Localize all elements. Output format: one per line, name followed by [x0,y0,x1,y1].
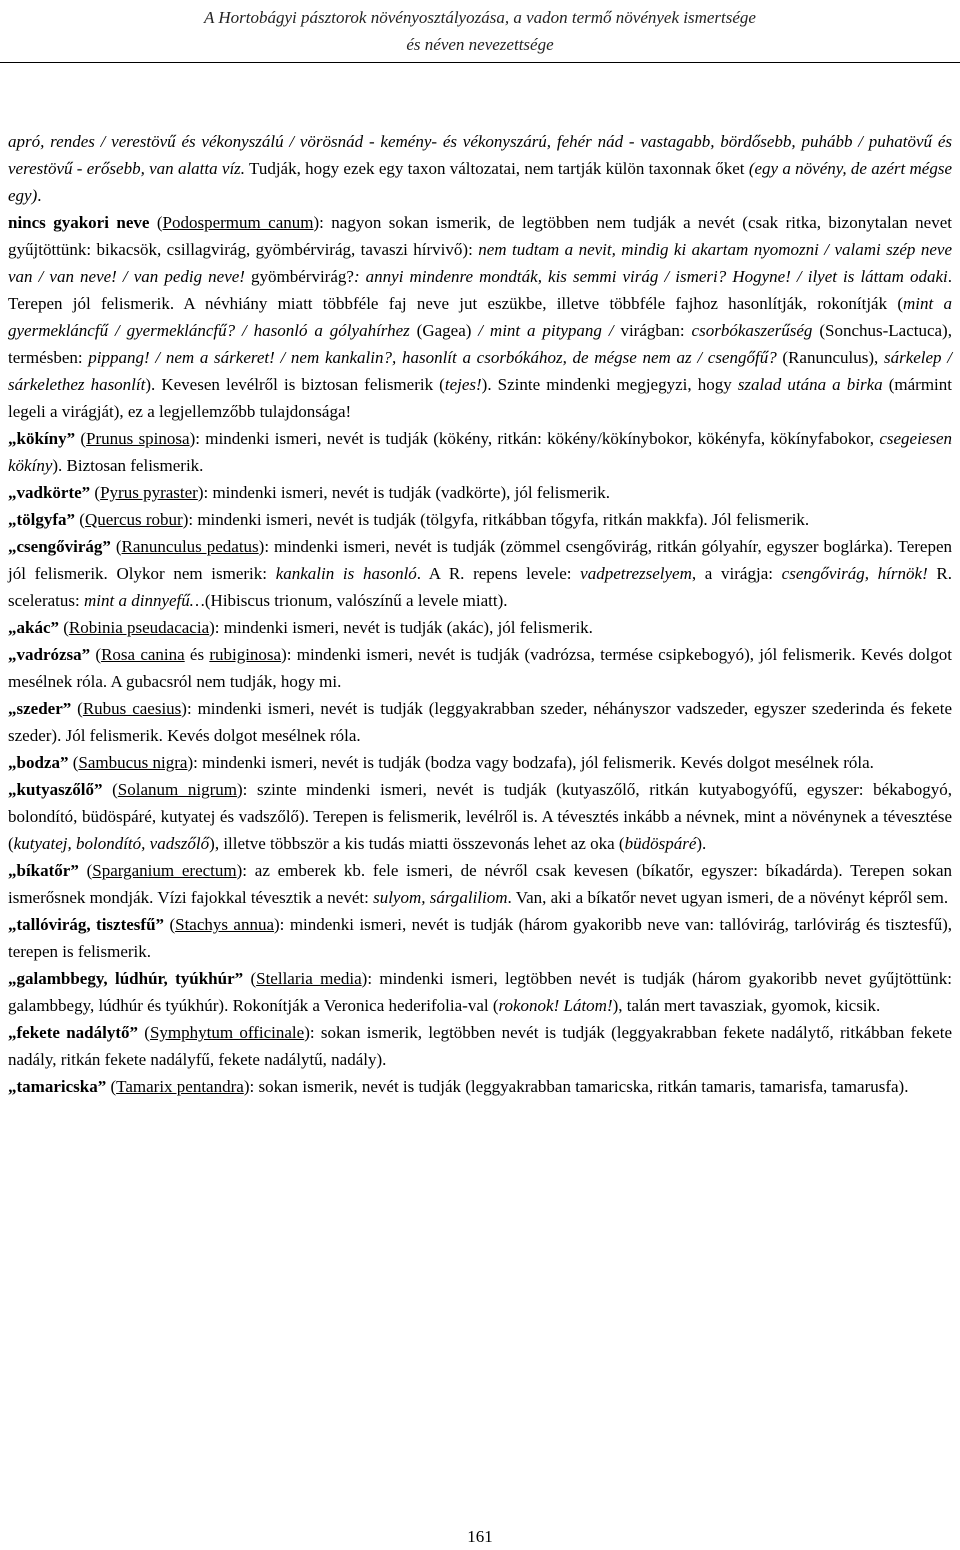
latin-name: Symphytum officinale [149,1023,305,1042]
entry-name: nincs gyakori neve [8,213,150,232]
intro-text-4: . [37,186,42,205]
latin-name: Pyrus pyraster [100,483,198,502]
entry-text: ): mindenki ismeri, nevét is tudják (kökény, ritkán: kökény/kökínybokor, kökényfa, kökínyfabokor, [189,429,880,448]
entry-symphytum [8,1019,952,1073]
entry-text: ( [59,618,69,637]
entry-text: ), talán mert tavasziak, gyomok, kicsik. [612,996,881,1015]
entry-quote: : annyi mindenre mondták, kis semmi virág / ismeri? Hogyne! / ilyet is láttam odaki [353,267,948,286]
entry-name: „vadrózsa” [8,645,91,664]
entry-text: ( [78,861,93,880]
entry-name: „tamaricska” [8,1077,107,1096]
latin-name: Stachys annua [175,915,275,934]
entry-quote: vadpetrezselyem [580,564,692,583]
entry-text: virágban: [613,321,692,340]
intro-text-1: apró, rendes / verestövű és vékonyszálú / vörösnád - kemény- és vékonyszárú, fehér nád - vastagabb, bördősebb, puhább / puhatövű és verestövű - erősebb, van alatta víz. [8,132,952,178]
entry-quote: csorbókaszerűség [691,321,813,340]
running-header-line-2: és néven nevezettsége [406,35,554,54]
entry-name: „csengővirág” [8,537,111,556]
entry-name: „bíkatőr” [8,861,79,880]
entry-text: ( [102,780,118,799]
entry-text: ( [138,1023,150,1042]
entry-prunus [8,425,952,479]
entry-text: ): mindenki ismeri, nevét is tudják (akác), jól felismerik. [209,618,593,637]
latin-name: Podospermum canum [162,213,314,232]
entry-name: „galambbegy, lúdhúr, tyúkhúr” [8,969,244,988]
entry-name: „akác” [8,618,59,637]
entry-text: ( [75,429,87,448]
entry-text: ): sokan ismerik, nevét is tudják (leggyakrabban tamaricska, ritkán tamaris, tamarisfa, tamarusfa). [243,1077,909,1096]
entry-text: ). [696,834,707,853]
entry-quote: mint a dinnyefű… [84,591,205,610]
entry-text: ( [110,537,122,556]
entry-text: ): mindenki ismeri, nevét is tudják (bodza vagy bodzafa), jól felismerik. Kevés dolgot mesélnek róla. [187,753,874,772]
entry-text: ( [75,510,85,529]
entry-podospermum [8,209,952,425]
entry-text: ): mindenki ismeri, nevét is tudják (leggyakrabban szeder, néhányszor vadszeder, egyszer szederinda és fekete szeder). Jól felismerik. Kevés dolgot mesélnek róla. [8,699,952,745]
entry-sparganium [8,857,952,911]
entry-quote: csengővirág, hírnök! [781,564,928,583]
latin-name: Robinia pseudacacia [68,618,210,637]
entry-text: . Terepen jól felismerik. A névhiány miatt többféle faj neve jut eszükbe, illetve többféle fajhoz hasonlítják, rokonítják ( [8,267,952,313]
entry-text: (Ranunculus), [776,348,884,367]
entry-text: ( [71,699,83,718]
latin-name: Stellaria media [256,969,362,988]
entry-text: ( [90,645,102,664]
latin-name: rubiginosa [209,645,282,664]
entry-quote: csegeiesen kökíny [8,429,952,475]
entry-text: R. sceleratus: [8,564,953,610]
entry-stachys [8,911,952,965]
entry-text: ): szinte mindenki ismeri, nevét is tudják (kutyaszőlő, ritkán kutyabogyófű, egyszer: békabogyó, bolondító, büdöspáré, kutyatej és vadszőlő). Terepen is felismerik, levélről is. A tévesztés inkább a névnek, mint a növénynek a tévesztése ( [8,780,953,853]
entry-name: „vadkörte” [8,483,91,502]
entry-sambucus [8,749,952,776]
latin-name: Quercus robur [84,510,183,529]
entry-text: ), illetve többször a kis tudás miatti összevonás lehet az oka ( [209,834,625,853]
entry-text: (Gagea) [409,321,479,340]
entry-text: (Hibiscus trionum, valószínű a levele miatt). [204,591,508,610]
entry-name: „fekete nadálytő” [8,1023,138,1042]
latin-name: Solanum nigrum [117,780,237,799]
entry-name: „tallóvirág, tisztesfű” [8,915,165,934]
entry-quote: rokonok! Látom! [498,996,613,1015]
entry-quote: kankalin is hasonló [275,564,417,583]
entry-text: , a virágja: [691,564,782,583]
entry-tamarix [8,1073,952,1100]
entry-text: ( [149,213,163,232]
page-number: 161 [467,1527,493,1546]
intro-text-2: Tudják, hogy ezek egy taxon változatai, nem tartják külön taxonnak őket [245,159,749,178]
entry-text: ). Szinte mindenki megjegyzi, hogy [481,375,738,394]
entry-text: ): mindenki ismeri, nevét is tudják (vadrózsa, termése csipkebogyó), jól felismerik. Kevés dolgot mesélnek róla. A gubacsról nem tudják, hogy mi. [8,645,953,691]
entry-text: gyömbérvirág? [244,267,354,286]
entry-quote: nem tudtam a nevit, mindig ki akartam nyomozni / valami szép neve van / van neve! / van pedig neve! [8,240,952,286]
latin-name: Ranunculus pedatus [121,537,259,556]
entry-quote: szalad utána a birka [737,375,883,394]
latin-name: Rubus caesius [82,699,182,718]
entry-text: (mármint legeli a virágját), ez a legjellemzőbb tulajdonsága! [8,375,953,421]
intro-text-3: (egy a növény, de azért mégse egy) [8,159,952,205]
entry-text: ). Biztosan felismerik. [52,456,204,475]
entry-name: „kökíny” [8,429,76,448]
entry-text: ): mindenki ismeri, nevét is tudják (három gyakoribb neve van: tallóvirág, tarlóvirág és tisztesfű), terepen is felismerik. [8,915,952,961]
entry-quote: tejes! [444,375,482,394]
entry-text: és [184,645,210,664]
entry-name: „bodza” [8,753,69,772]
entry-text: ( [68,753,79,772]
entry-rosa [8,641,952,695]
entry-text: ( [243,969,257,988]
entry-text: . Van, aki a bíkatőr nevet ugyan ismeri, de a növényt képről sem. [507,888,949,907]
entry-name: „kutyaszőlő” [8,780,103,799]
latin-name: Prunus spinosa [86,429,190,448]
latin-name: Rosa canina [101,645,185,664]
entry-text: ): nagyon sokan ismerik, de legtöbben nem tudják a nevét (csak ritka, bizonytalan nevet gyűjtöttünk: bikacsök, csillagvirág, gyömbérvirág, tavaszi hírvivő): [8,213,952,259]
entry-robinia [8,614,952,641]
running-header-line-1: A Hortobágyi pásztorok növényosztályozása, a vadon termő növények ismertsége [204,8,756,27]
document-body [8,128,952,1100]
header-divider [0,62,960,63]
entry-name: „szeder” [8,699,72,718]
entry-stellaria [8,965,952,1019]
entry-text: ): az emberek kb. fele ismeri, de névről csak kevesen (bíkatőr, egyszer: bíkadárda). Terepen sokan ismerősnek mondják. Vízi fajokkal tévesztik a nevét: [8,861,953,907]
paragraph-intro [8,128,952,209]
entry-text: ): mindenki ismeri, legtöbben nevét is tudják (három gyakoribb nevet gyűjtöttünk: galambbegy, lúdhúr és tyúkhúr). Rokonítják a Veronica hederifolia-val ( [8,969,952,1015]
entry-rubus [8,695,952,749]
entry-name: „tölgyfa” [8,510,76,529]
entry-text: ): mindenki ismeri, nevét is tudják (tölgyfa, ritkábban tőgyfa, ritkán makkfa). Jól felismerik. [182,510,810,529]
running-header [0,4,960,58]
entry-text: ( [90,483,101,502]
latin-name: Sparganium erectum [92,861,237,880]
entry-quote: / mint a pitypang / [478,321,614,340]
entry-quercus [8,506,952,533]
entry-text: ): mindenki ismeri, nevét is tudják (zömmel csengővirág, ritkán gólyahír, egyszer boglárka). Terepen jól felismerik. Olykor nem ismerik: [8,537,952,583]
entry-solanum [8,776,952,857]
entry-text: . A R. repens levele: [416,564,581,583]
entry-quote: pippang! / nem a sárkeret! / nem kankalin?, hasonlít a csorbókához, de mégse nem az / csengőfű? [88,348,777,367]
entry-text: ( [106,1077,117,1096]
entry-text: (Sonchus-Lactuca), termésben: [8,321,952,367]
entry-quote: sárkelep / sárkelethez hasonlít [8,348,952,394]
entry-quote: büdöspáré [624,834,697,853]
entry-text: ( [164,915,176,934]
latin-name: Sambucus nigra [78,753,188,772]
latin-name: Tamarix pentandra [116,1077,244,1096]
entry-quote: kutyatej, bolondító, vadszőlő [13,834,210,853]
entry-text: ): sokan ismerik, legtöbben nevét is tudják (leggyakrabban fekete nadálytő, ritkábban fekete nadály, ritkán fekete nadályfű, fekete nadálytű, nadály). [8,1023,952,1069]
entry-text: ). Kevesen levélről is biztosan felismerik ( [145,375,445,394]
entry-quote: sulyom, sárgaliliom [373,888,508,907]
entry-quote: mint a gyermekláncfű / gyermekláncfű? / hasonló a gólyahírhez [8,294,952,340]
entry-pyrus [8,479,952,506]
entry-text: ): mindenki ismeri, nevét is tudják (vadkörte), jól felismerik. [197,483,610,502]
entry-ranunculus [8,533,952,614]
